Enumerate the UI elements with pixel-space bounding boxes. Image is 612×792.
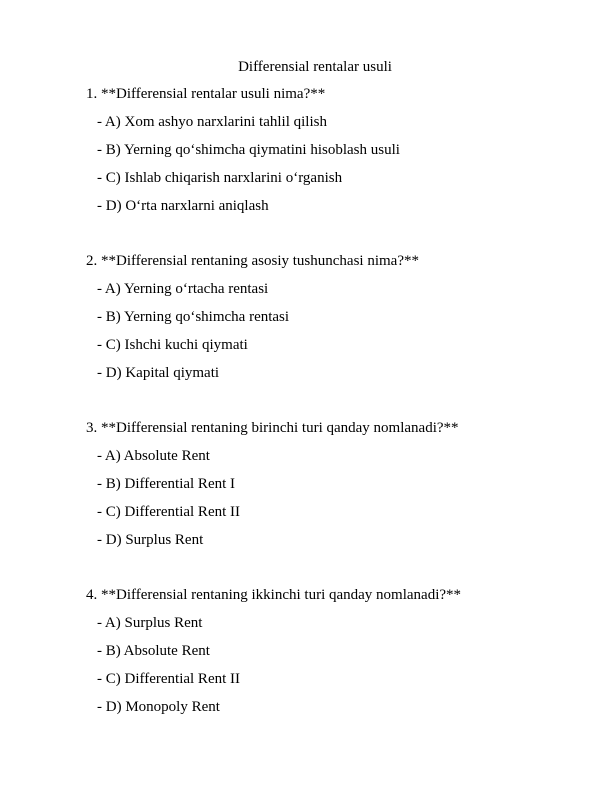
option-d: - D) Monopoly Rent <box>97 699 220 715</box>
option-c: - C) Ishchi kuchi qiymati <box>97 337 248 353</box>
question-4 <box>86 586 586 716</box>
document-title: Differensial rentalar usuli <box>238 59 392 75</box>
option-c: - C) Ishlab chiqarish narxlarini o‘rganish <box>97 170 343 186</box>
question-3 <box>86 419 586 549</box>
option-d: - D) Kapital qiymati <box>97 365 220 381</box>
option-a: - A) Xom ashyo narxlarini tahlil qilish <box>97 114 327 130</box>
option-b: - B) Yerning qo‘shimcha rentasi <box>97 309 290 325</box>
option-d: - D) O‘rta narxlarni aniqlash <box>97 198 269 214</box>
option-a: - A) Yerning o‘rtacha rentasi <box>97 281 269 297</box>
option-b: - B) Absolute Rent <box>97 643 210 659</box>
question-text: 3. **Differensial rentaning birinchi turi qanday nomlanadi?** <box>86 420 459 436</box>
option-c: - C) Differential Rent II <box>97 504 241 520</box>
question-text: 1. **Differensial rentalar usuli nima?** <box>86 86 326 102</box>
question-text: 2. **Differensial rentaning asosiy tushunchasi nima?** <box>86 253 419 269</box>
option-a: - A) Absolute Rent <box>97 448 210 464</box>
option-d: - D) Surplus Rent <box>97 532 204 548</box>
option-c: - C) Differential Rent II <box>97 671 241 687</box>
option-b: - B) Differential Rent I <box>97 476 236 492</box>
question-text: 4. **Differensial rentaning ikkinchi turi qanday nomlanadi?** <box>86 587 462 603</box>
option-b: - B) Yerning qo‘shimcha qiymatini hisoblash usuli <box>97 142 400 158</box>
question-1 <box>86 85 586 215</box>
option-a: - A) Surplus Rent <box>97 615 203 631</box>
question-2 <box>86 252 586 382</box>
